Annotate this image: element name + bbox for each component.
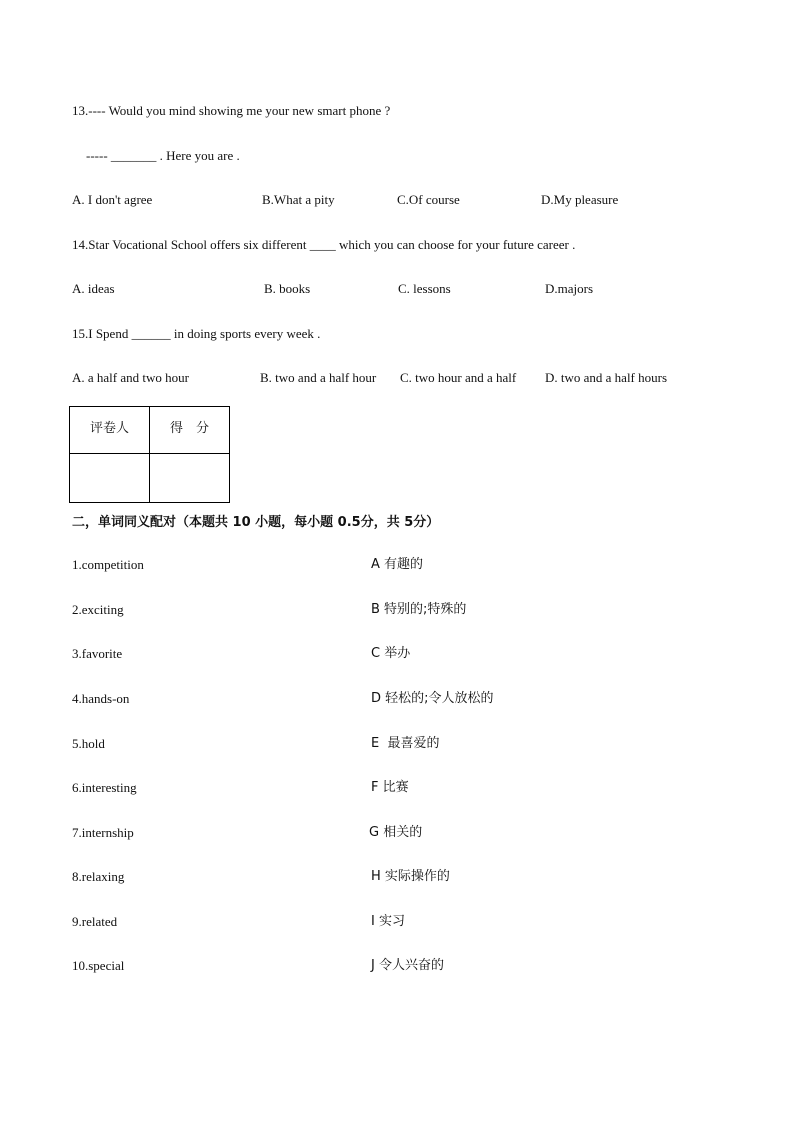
question-13-response: ----- _______ . Here you are . — [86, 148, 240, 163]
score-header: 得 分 — [150, 407, 230, 454]
grader-header: 评卷人 — [70, 407, 150, 454]
question-13-option-c: C.Of course — [397, 192, 460, 207]
question-13-option-d: D.My pleasure — [541, 192, 619, 207]
word-item: 1.competition — [72, 557, 144, 572]
question-15-option-a: A. a half and two hour — [72, 370, 189, 385]
score-table — [69, 406, 230, 503]
question-15-stem: 15.I Spend ______ in doing sports every week . — [72, 326, 321, 341]
question-14-option-d: D.majors — [545, 281, 594, 296]
word-item: 4.hands-on — [72, 691, 130, 706]
word-item: 6.interesting — [72, 780, 137, 795]
meaning-item: J 令人兴奋的 — [371, 958, 444, 973]
word-item: 2.exciting — [72, 602, 124, 617]
question-14-option-b: B. books — [264, 281, 311, 296]
section-2-title: 二，单词同义配对（本题共 10 小题，每小题 0.5分，共 5分） — [72, 515, 440, 530]
word-item: 7.internship — [72, 825, 134, 840]
meaning-item: A 有趣的 — [371, 557, 424, 572]
question-13-option-a: A. I don't agree — [72, 192, 153, 207]
question-15-option-c: C. two hour and a half — [400, 370, 517, 385]
score-cell — [150, 454, 230, 503]
question-14-option-a: A. ideas — [72, 281, 115, 296]
word-item: 3.favorite — [72, 646, 123, 661]
word-item: 8.relaxing — [72, 869, 125, 884]
meaning-item: G 相关的 — [369, 825, 423, 840]
question-14-stem: 14.Star Vocational School offers six different ____ which you can choose for your future career . — [72, 237, 576, 252]
question-13-option-b: B.What a pity — [262, 192, 335, 207]
question-13-stem: 13.---- Would you mind showing me your new smart phone ? — [72, 103, 391, 118]
meaning-item: D 轻松的;令人放松的 — [371, 691, 494, 706]
word-item: 9.related — [72, 914, 118, 929]
question-15-option-d: D. two and a half hours — [545, 370, 668, 385]
question-14-option-c: C. lessons — [398, 281, 451, 296]
meaning-item: I 实习 — [371, 914, 405, 929]
meaning-item: C 举办 — [371, 646, 411, 661]
word-item: 10.special — [72, 958, 125, 973]
meaning-item: E 最喜爱的 — [371, 736, 440, 751]
grader-cell — [70, 454, 150, 503]
meaning-item: B 特别的;特殊的 — [371, 602, 467, 617]
meaning-item: H 实际操作的 — [371, 869, 450, 884]
meaning-item: F 比赛 — [371, 780, 409, 795]
word-item: 5.hold — [72, 736, 105, 751]
question-15-option-b: B. two and a half hour — [260, 370, 377, 385]
